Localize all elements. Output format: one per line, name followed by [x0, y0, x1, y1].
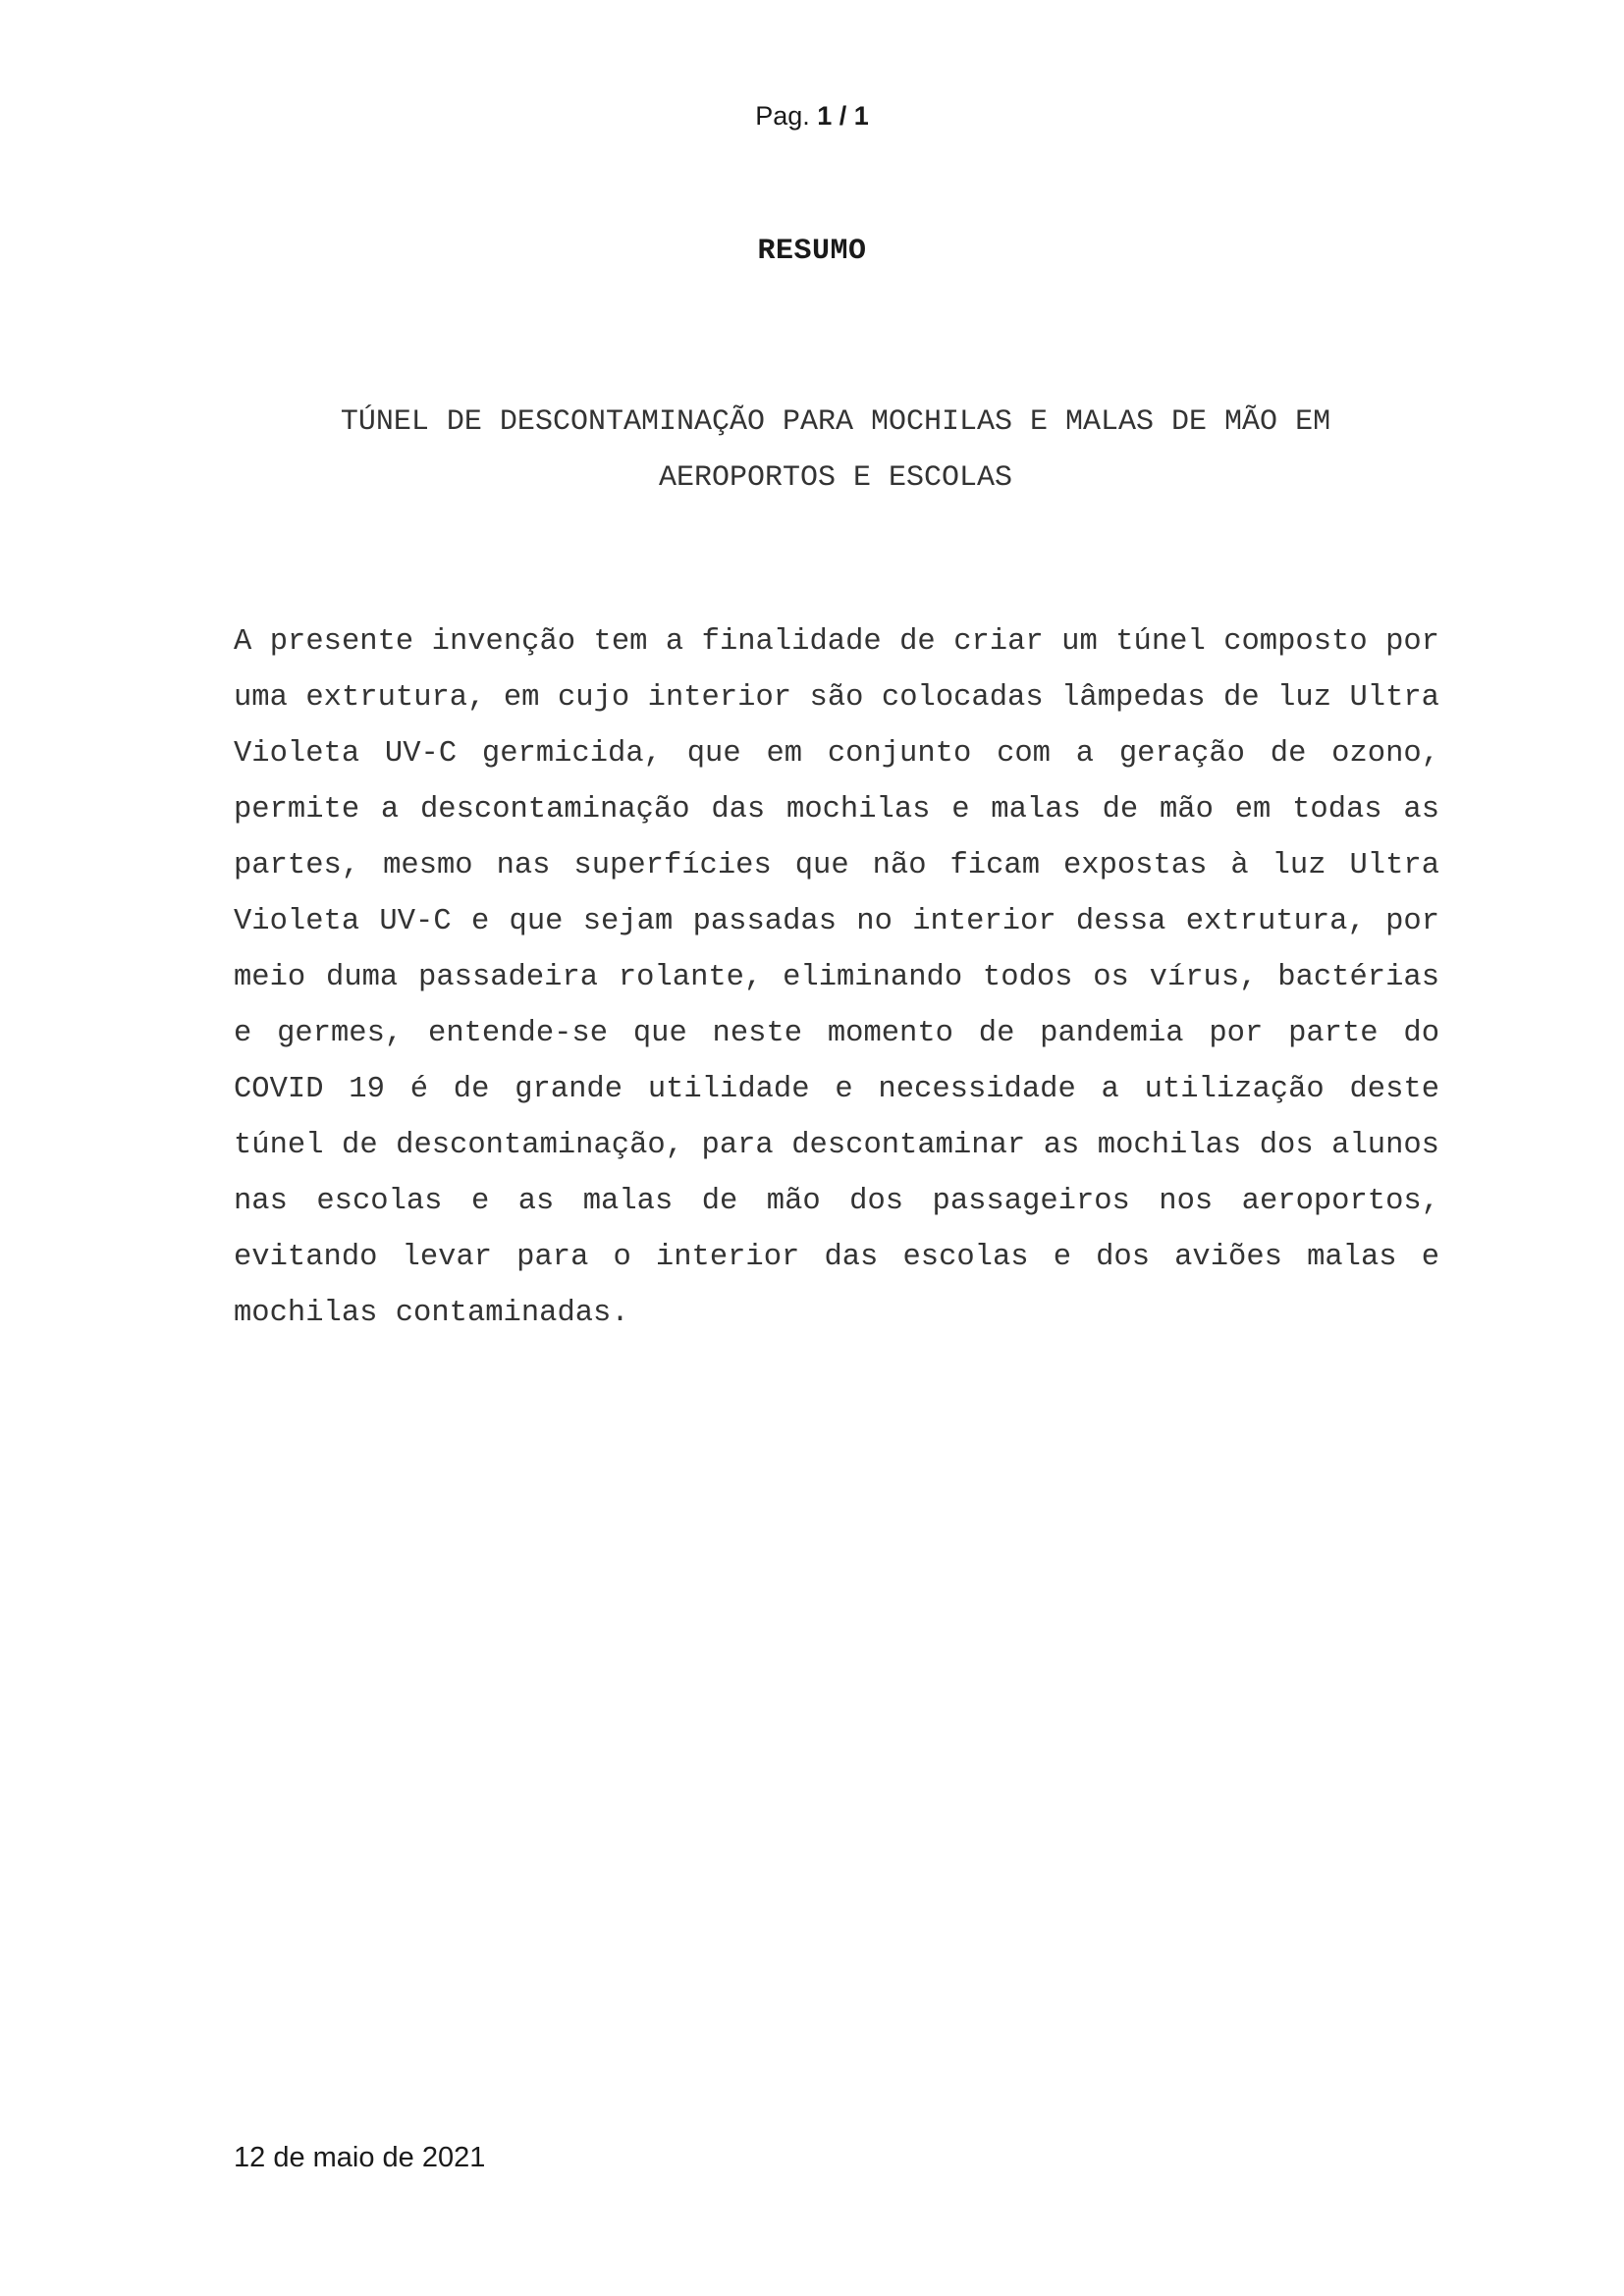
page-number: 1 / 1: [817, 101, 869, 131]
page-number-header: [0, 98, 1624, 133]
section-title: RESUMO: [757, 235, 867, 268]
page-label: Pag.: [755, 101, 810, 131]
abstract-paragraph: A presente invenção tem a finalidade de criar um túnel composto por uma extrutura, em cujo interior são colocadas lâmpedas de luz Ultra Violeta UV-C germicida, que em conjunto com a geração de ozono, permite a descontaminação das mochilas e malas de mão em todas as partes, mesmo nas superfícies que não ficam expostas à luz Ultra Violeta UV-C e que sejam passadas no interior dessa extrutura, por meio duma passadeira rolante, eliminando todos os vírus, bactérias e germes, entende-se que neste momento de pandemia por parte do COVID 19 é de grande utilidade e necessidade a utilização deste túnel de descontaminação, para descontaminar as mochilas dos alunos nas escolas e as malas de mão dos passageiros nos aeroportos, evitando levar para o interior das escolas e dos aviões malas e mochilas contaminadas.: [234, 625, 1439, 1330]
footer-date: 12 de maio de 2021: [234, 2142, 486, 2173]
document-title: [232, 395, 1439, 507]
document-title-line-1: TÚNEL DE DESCONTAMINAÇÃO PARA MOCHILAS E MALAS DE MÃO EM: [340, 405, 1331, 439]
document-title-line-2: AEROPORTOS E ESCOLAS: [658, 461, 1013, 495]
